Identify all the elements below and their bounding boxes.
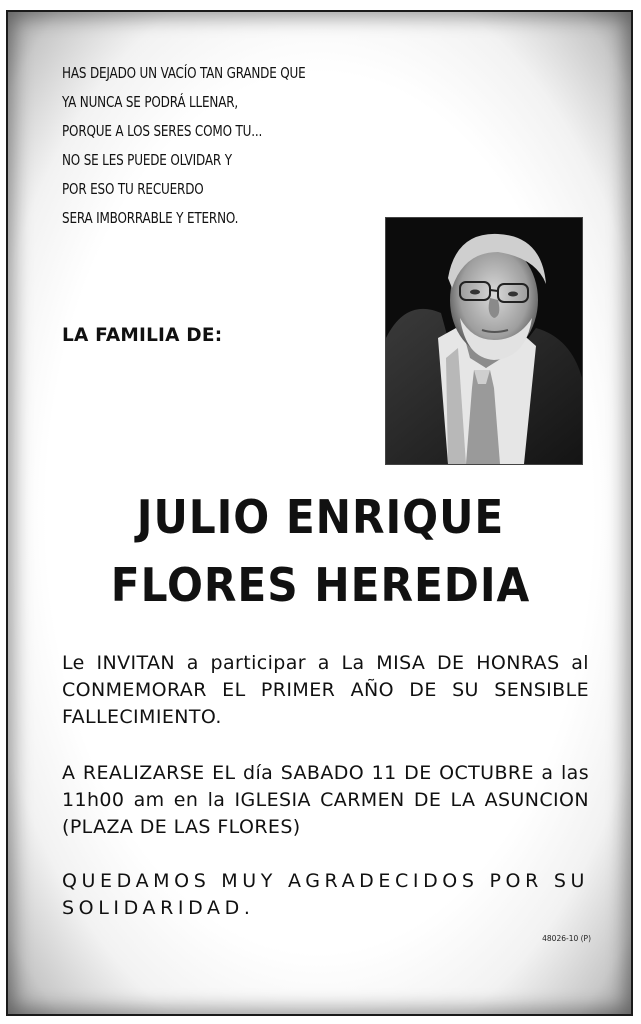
poem-line: HAS DEJADO UN VACÍO TAN GRANDE QUE bbox=[62, 64, 306, 82]
thanks-paragraph: QUEDAMOS MUY AGRADECIDOS POR SU SOLIDARIDAD. bbox=[62, 870, 589, 919]
poem-line: SERA IMBORRABLE Y ETERNO. bbox=[62, 209, 239, 227]
family-heading: LA FAMILIA DE: bbox=[62, 325, 223, 346]
invitation-paragraph: Le INVITAN a participar a La MISA DE HONRAS al CONMEMORAR EL PRIMER AÑO DE SU SENSIBLE FALLECIMIENTO. bbox=[62, 652, 589, 728]
poem bbox=[62, 59, 337, 233]
portrait-photo bbox=[385, 217, 583, 465]
poem-line: YA NUNCA SE PODRÁ LLENAR, bbox=[62, 93, 239, 111]
event-details-paragraph: A REALIZARSE EL día SABADO 11 DE OCTUBRE a las 11h00 am en la IGLESIA CARMEN DE LA ASUNCION (PLAZA DE LAS FLORES) bbox=[62, 762, 589, 838]
ad-reference-code: 48026-10 (P) bbox=[542, 934, 591, 943]
poem-line: NO SE LES PUEDE OLVIDAR Y bbox=[62, 151, 232, 169]
portrait-illustration bbox=[386, 218, 582, 464]
deceased-name-line2: FLORES HEREDIA bbox=[110, 558, 531, 612]
poem-line: PORQUE A LOS SERES COMO TU... bbox=[62, 122, 263, 140]
deceased-name-line1: JULIO ENRIQUE bbox=[136, 490, 505, 544]
poem-line: POR ESO TU RECUERDO bbox=[62, 180, 204, 198]
